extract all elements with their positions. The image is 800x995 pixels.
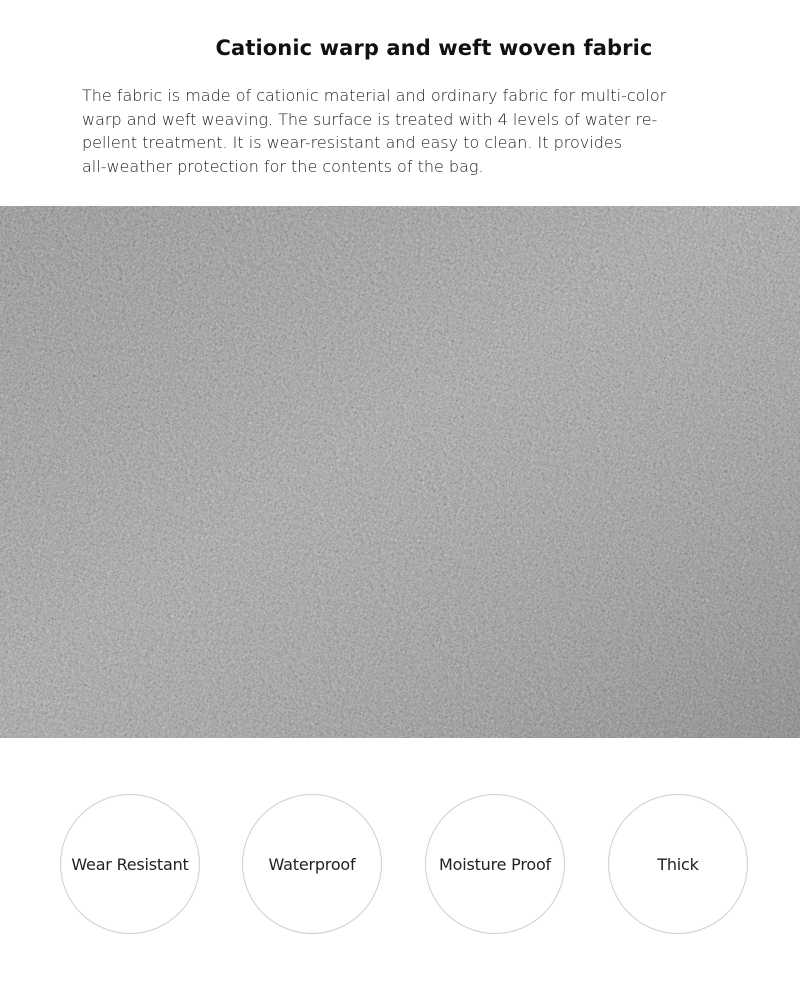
description-line: pellent treatment. It is wear-resistant and easy to clean. It provides bbox=[82, 133, 623, 152]
feature-moisture-proof bbox=[425, 794, 565, 934]
description-line: The fabric is made of cationic material and ordinary fabric for multi-color bbox=[82, 86, 667, 105]
page-title: Cationic warp and weft woven fabric bbox=[215, 36, 653, 60]
feature-label: Thick bbox=[657, 854, 699, 874]
fabric-description bbox=[82, 84, 732, 178]
feature-label: Wear Resistant bbox=[71, 854, 189, 874]
feature-label: Waterproof bbox=[268, 854, 356, 874]
feature-waterproof bbox=[242, 794, 382, 934]
fabric-texture-image bbox=[0, 206, 800, 738]
feature-label: Moisture Proof bbox=[439, 854, 551, 874]
description-line: warp and weft weaving. The surface is treated with 4 levels of water re- bbox=[82, 109, 658, 129]
description-line: all-weather protection for the contents of the bag. bbox=[82, 156, 484, 176]
feature-wear-resistant bbox=[60, 794, 200, 934]
feature-badges bbox=[0, 794, 800, 937]
feature-thick bbox=[608, 794, 748, 934]
